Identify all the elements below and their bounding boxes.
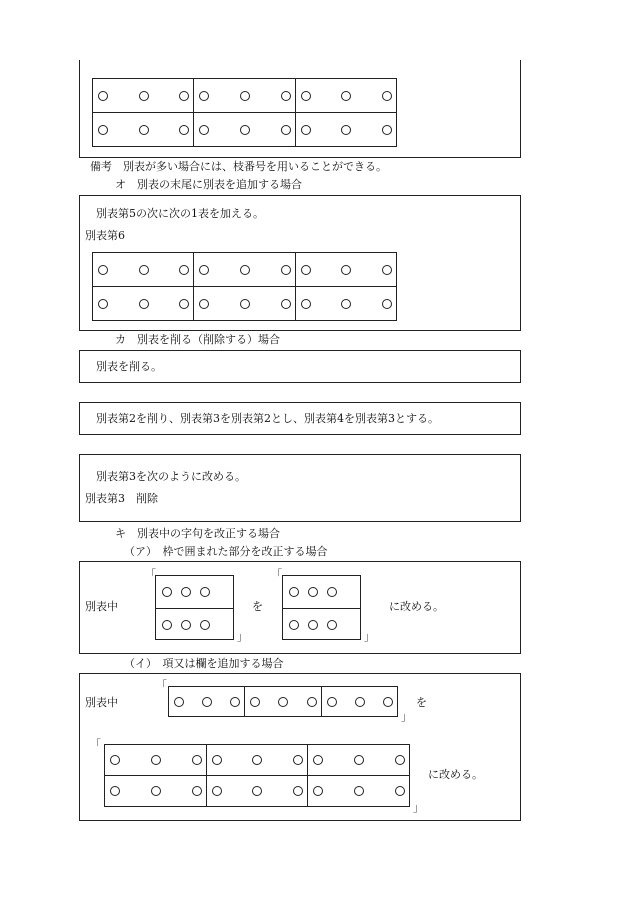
- circle-icon: [240, 91, 250, 101]
- circle-icon: [289, 620, 299, 630]
- circle-icon: [382, 299, 392, 309]
- circle-icon: [383, 697, 393, 707]
- circle-icon: [395, 786, 405, 796]
- section-ki-sub-i-heading: （イ） 項又は欄を追加する場合: [124, 657, 284, 670]
- circle-icon: [354, 755, 364, 765]
- circle-icon: [308, 620, 318, 630]
- section-ka-box2-text: 別表第2を削り、別表第3を別表第2とし、別表第4を別表第3とする。: [96, 412, 439, 425]
- circle-icon: [252, 786, 262, 796]
- close-bracket: 」: [237, 630, 248, 643]
- open-bracket: 「: [90, 738, 101, 751]
- circle-icon: [179, 91, 189, 101]
- circle-icon: [199, 299, 209, 309]
- circle-icon: [313, 786, 323, 796]
- circle-icon: [174, 697, 184, 707]
- circle-icon: [281, 265, 291, 275]
- circle-icon: [240, 265, 250, 275]
- sub-i-ni-aratameru: に改める。: [428, 768, 483, 781]
- circle-icon: [281, 91, 291, 101]
- circle-icon: [181, 620, 191, 630]
- close-bracket: 」: [364, 630, 375, 643]
- circle-icon: [307, 697, 317, 707]
- circle-icon: [341, 91, 351, 101]
- circle-icon: [327, 620, 337, 630]
- circle-icon: [301, 125, 311, 135]
- section-ka-box3: [79, 454, 521, 522]
- circle-icon: [382, 265, 392, 275]
- section-o-table-title: 別表第6: [85, 229, 125, 242]
- circle-icon: [382, 125, 392, 135]
- circle-icon: [301, 91, 311, 101]
- table-row: [93, 79, 397, 113]
- table-row: [93, 287, 397, 321]
- circle-icon: [98, 299, 108, 309]
- section-o-table: [92, 252, 397, 321]
- remarks-text: 備考 別表が多い場合には、枝番号を用いることができる。: [90, 160, 387, 173]
- open-bracket: 「: [271, 568, 282, 581]
- section-ki-sub-a-heading: （ア） 枠で囲まれた部分を改正する場合: [124, 545, 328, 558]
- circle-icon: [162, 587, 172, 597]
- circle-icon: [110, 786, 120, 796]
- circle-icon: [382, 91, 392, 101]
- sub-a-small-table-after: [282, 575, 361, 640]
- circle-icon: [139, 299, 149, 309]
- circle-icon: [327, 697, 337, 707]
- circle-icon: [293, 786, 303, 796]
- table-row: [105, 745, 410, 776]
- circle-icon: [395, 755, 405, 765]
- section-ki-heading: キ 別表中の字句を改正する場合: [115, 527, 280, 540]
- circle-icon: [230, 697, 240, 707]
- sub-a-wo: を: [252, 600, 263, 613]
- circle-icon: [199, 265, 209, 275]
- circle-icon: [308, 587, 318, 597]
- circle-icon: [240, 299, 250, 309]
- circle-icon: [110, 755, 120, 765]
- sub-i-row-table: [168, 686, 398, 717]
- table-row: [105, 776, 410, 807]
- circle-icon: [139, 125, 149, 135]
- sub-a-small-table-before: [155, 575, 234, 640]
- circle-icon: [179, 299, 189, 309]
- circle-icon: [278, 697, 288, 707]
- sub-i-label: 別表中: [85, 696, 118, 709]
- section-ka-box3-line2: 別表第3 削除: [85, 492, 158, 505]
- table-row: [93, 253, 397, 287]
- circle-icon: [212, 755, 222, 765]
- open-bracket: 「: [156, 679, 167, 692]
- circle-icon: [200, 620, 210, 630]
- sub-a-label: 別表中: [85, 600, 118, 613]
- circle-icon: [151, 786, 161, 796]
- circle-icon: [250, 697, 260, 707]
- sub-i-wo: を: [416, 696, 427, 709]
- sub-i-result-table: [104, 744, 410, 807]
- circle-icon: [313, 755, 323, 765]
- circle-icon: [301, 299, 311, 309]
- table-row: [169, 687, 398, 717]
- section-o-line1: 別表第5の次に次の1表を加える。: [96, 207, 264, 220]
- circle-icon: [151, 755, 161, 765]
- circle-icon: [240, 125, 250, 135]
- circle-icon: [341, 265, 351, 275]
- circle-icon: [98, 265, 108, 275]
- circle-icon: [355, 697, 365, 707]
- circle-icon: [341, 125, 351, 135]
- circle-icon: [341, 299, 351, 309]
- circle-icon: [200, 587, 210, 597]
- circle-icon: [179, 125, 189, 135]
- circle-icon: [252, 755, 262, 765]
- circle-icon: [289, 587, 299, 597]
- circle-icon: [293, 755, 303, 765]
- circle-icon: [301, 265, 311, 275]
- circle-icon: [202, 697, 212, 707]
- open-bracket: 「: [145, 568, 156, 581]
- circle-icon: [162, 620, 172, 630]
- sub-a-ni-aratameru: に改める。: [389, 600, 444, 613]
- section-ka-heading: カ 別表を削る（削除する）場合: [115, 333, 280, 346]
- section-ka-box1-text: 別表を削る。: [96, 360, 162, 373]
- circle-icon: [179, 265, 189, 275]
- circle-icon: [139, 91, 149, 101]
- circle-icon: [327, 587, 337, 597]
- table-row: [93, 113, 397, 147]
- top-table: [92, 78, 397, 147]
- section-o-heading: オ 別表の末尾に別表を追加する場合: [115, 178, 302, 191]
- close-bracket: 」: [401, 710, 412, 723]
- circle-icon: [192, 755, 202, 765]
- circle-icon: [98, 91, 108, 101]
- circle-icon: [139, 265, 149, 275]
- circle-icon: [199, 125, 209, 135]
- circle-icon: [192, 786, 202, 796]
- circle-icon: [281, 125, 291, 135]
- section-ka-box3-line1: 別表第3を次のように改める。: [96, 470, 246, 483]
- close-bracket: 」: [413, 801, 424, 814]
- circle-icon: [199, 91, 209, 101]
- circle-icon: [281, 299, 291, 309]
- circle-icon: [181, 587, 191, 597]
- circle-icon: [98, 125, 108, 135]
- circle-icon: [354, 786, 364, 796]
- circle-icon: [212, 786, 222, 796]
